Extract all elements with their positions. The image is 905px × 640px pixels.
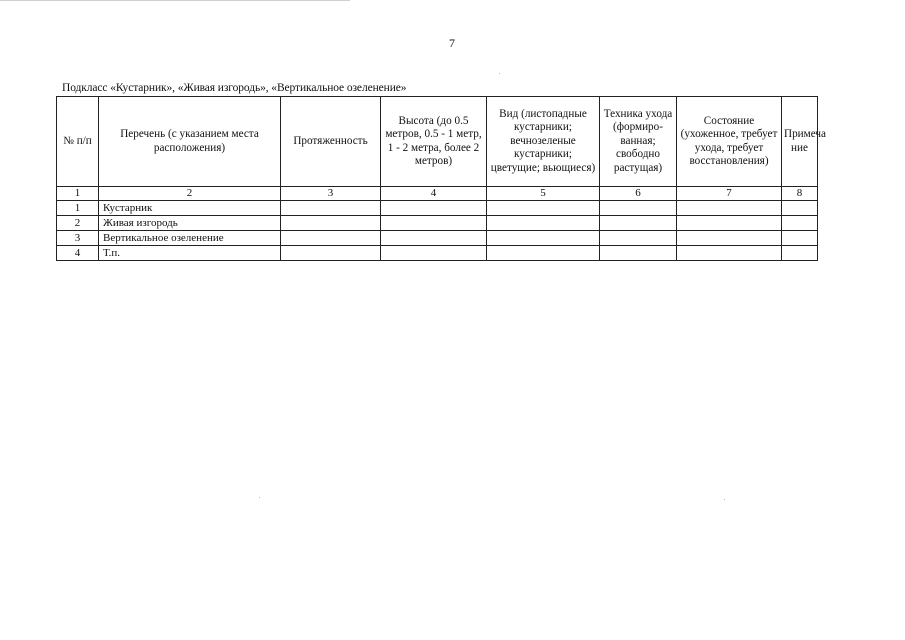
empty-cell <box>487 231 600 246</box>
empty-cell <box>782 216 818 231</box>
table-row <box>57 201 818 216</box>
empty-cell <box>677 216 782 231</box>
header-cell-list: Перечень (с указанием места расположения) <box>99 97 281 187</box>
header-cell-condition: Состояние (ухоженное, требует ухода, требует восстановления) <box>677 97 782 187</box>
page-number: 7 <box>449 36 455 50</box>
column-number: 5 <box>487 187 600 201</box>
header-cell-note: Примеча ние <box>782 97 818 187</box>
empty-cell <box>677 201 782 216</box>
empty-cell <box>281 246 381 261</box>
header-cell-care-technique: Техника ухода (формиро-ванная; свободно растущая) <box>600 97 677 187</box>
header-cell-number: № п/п <box>57 97 99 187</box>
empty-cell <box>600 216 677 231</box>
empty-cell <box>600 201 677 216</box>
empty-cell <box>281 201 381 216</box>
header-cell-type: Вид (листопадные кустарники; вечнозеленые кустарники; цветущие; вьющиеся) <box>487 97 600 187</box>
row-name: Кустарник <box>99 201 281 216</box>
column-number: 4 <box>381 187 487 201</box>
header-cell-height: Высота (до 0.5 метров, 0.5 - 1 метр, 1 - 2 метра, более 2 метров) <box>381 97 487 187</box>
row-number: 4 <box>57 246 99 261</box>
empty-cell <box>782 231 818 246</box>
row-name: Т.п. <box>99 246 281 261</box>
row-name: Вертикальное озеленение <box>99 231 281 246</box>
scan-speck <box>724 499 725 500</box>
row-name: Живая изгородь <box>99 216 281 231</box>
empty-cell <box>281 231 381 246</box>
empty-cell <box>487 201 600 216</box>
empty-cell <box>281 216 381 231</box>
row-number: 1 <box>57 201 99 216</box>
empty-cell <box>782 246 818 261</box>
top-scan-line <box>0 0 350 1</box>
shrubs-inventory-table <box>56 96 827 261</box>
table-row <box>57 231 818 246</box>
empty-cell <box>487 216 600 231</box>
table-row <box>57 216 818 231</box>
row-number: 3 <box>57 231 99 246</box>
row-number: 2 <box>57 216 99 231</box>
column-number: 2 <box>99 187 281 201</box>
column-number-row <box>57 187 818 201</box>
header-row <box>57 97 818 187</box>
empty-cell <box>782 201 818 216</box>
column-number: 6 <box>600 187 677 201</box>
empty-cell <box>600 231 677 246</box>
column-number: 8 <box>782 187 818 201</box>
empty-cell <box>381 246 487 261</box>
empty-cell <box>600 246 677 261</box>
empty-cell <box>381 216 487 231</box>
empty-cell <box>677 246 782 261</box>
column-number: 1 <box>57 187 99 201</box>
column-number: 3 <box>281 187 381 201</box>
scan-speck <box>259 497 260 498</box>
empty-cell <box>677 231 782 246</box>
empty-cell <box>381 201 487 216</box>
header-cell-length: Протяженность <box>281 97 381 187</box>
column-number: 7 <box>677 187 782 201</box>
empty-cell <box>381 231 487 246</box>
scan-speck <box>499 73 500 74</box>
table-caption: Подкласс «Кустарник», «Живая изгородь», «Вертикальное озеленение» <box>62 82 407 94</box>
empty-cell <box>487 246 600 261</box>
table-row <box>57 246 818 261</box>
